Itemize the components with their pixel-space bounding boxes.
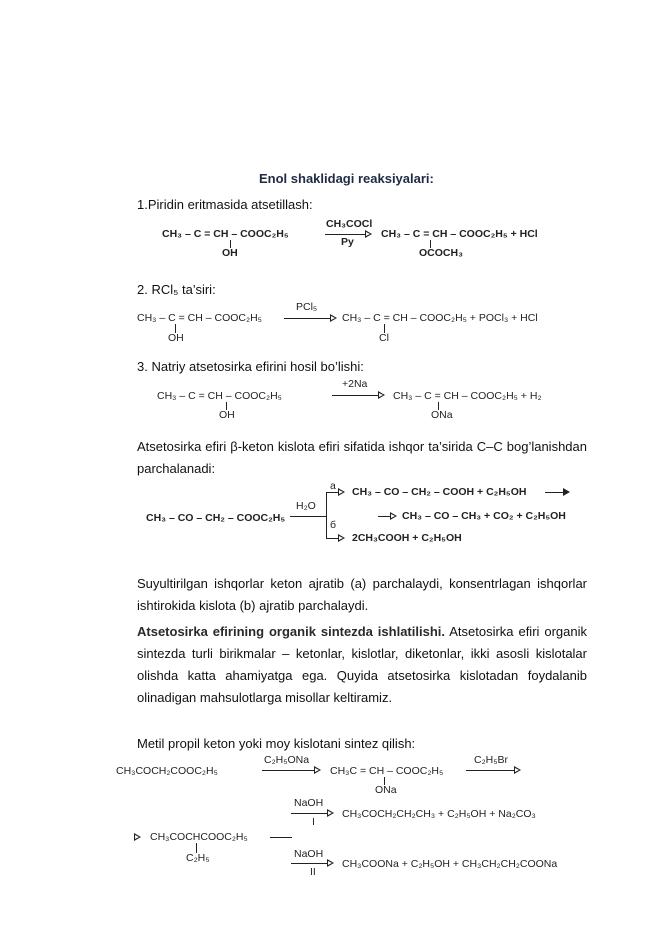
r5-reagent-2: C₂H₅Br bbox=[474, 754, 508, 766]
r5-second-arrow-head bbox=[134, 833, 141, 841]
r5-arrow-1-line bbox=[262, 770, 314, 771]
r3-arrow-head bbox=[378, 391, 385, 399]
r5-reagent-naoh-2-num: II bbox=[310, 866, 316, 878]
r5-product-1: CH₃COCH₂CH₂CH₃ + C₂H₅OH + Na₂CO₃ bbox=[342, 808, 536, 820]
r3-left-formula: CH₃ – C = CH – COOC₂H₅ bbox=[157, 390, 282, 402]
r5-reagent-naoh-2: NaOH bbox=[294, 848, 324, 860]
r1-left-substituent: OH bbox=[222, 247, 238, 259]
r4-product-1-arrow bbox=[545, 492, 563, 493]
r2-arrow-line bbox=[284, 318, 330, 319]
r3-arrow-line bbox=[332, 395, 378, 396]
r2-right-formula: CH₃ – C = CH – COOC₂H₅ + POCl₃ + HCl bbox=[342, 312, 538, 324]
r4-product-1: CH₃ – CO – CH₂ – COOH + C₂H₅OH bbox=[352, 486, 527, 498]
section-title: Enol shaklidagi reaksiyalari: bbox=[259, 171, 434, 186]
paragraph-synthesis-use bbox=[137, 621, 587, 709]
paragraph-split-types: Suyultirilgan ishqorlar keton ajratib (a) parchalaydi, konsentrlagan ishqorlar ishtirokida kislota (b) ajratib parchalaydi. bbox=[137, 576, 587, 613]
r5-arrow-2-line bbox=[466, 770, 514, 771]
r4-left-formula: CH₃ – CO – CH₂ – COOC₂H₅ bbox=[146, 512, 286, 524]
r4-label-a: a bbox=[330, 480, 336, 492]
r4-product-1-arrow-head bbox=[563, 488, 570, 496]
item-3-heading: 3. Natriy atsetosirka efirini hosil bo’lishi: bbox=[137, 359, 364, 374]
r1-right-formula: CH₃ – C = CH – COOC₂H₅ + HCl bbox=[381, 228, 538, 240]
r5-arrow-2-head bbox=[514, 766, 521, 774]
r4-branch-top bbox=[326, 492, 338, 493]
paragraph-synthesis-body: Atsetosirka efiri organik sintezda turli birikmalar – ketonlar, kislotlar, diketonlar, ikki asosli kislotalar olishda katta ahamiyatga ega. Quyida atsetosirka kislotadan foydalanib olinadigan mahsulotlarga misollar keltiramiz. bbox=[137, 624, 587, 705]
r4-product-3: 2CH₃COOH + C₂H₅OH bbox=[352, 532, 462, 544]
paragraph-synthesis-heading: Atsetosirka efirining organik sintezda ishlatilishi. bbox=[137, 624, 445, 639]
r1-arrow-head bbox=[365, 230, 372, 238]
r4-reagent: H₂O bbox=[296, 500, 316, 512]
r5-mid-formula: CH₃C = CH – COOC₂H₅ bbox=[330, 765, 444, 777]
r5-reagent-naoh-1: NaOH bbox=[294, 797, 324, 809]
r5-product-2: CH₃COONa + C₂H₅OH + CH₃CH₂CH₂COONa bbox=[342, 858, 558, 870]
r1-right-substituent: OCOCH₃ bbox=[419, 247, 463, 259]
r4-arrow-b-head bbox=[338, 534, 345, 542]
r5-second-substituent: C₂H₅ bbox=[186, 852, 210, 864]
r3-right-formula: CH₃ – C = CH – COOC₂H₅ + H₂ bbox=[393, 390, 542, 402]
r4-arrow-a-head bbox=[338, 488, 345, 496]
r1-reagent-top: CH₃COCl bbox=[326, 218, 373, 230]
r2-left-formula: CH₃ – C = CH – COOC₂H₅ bbox=[137, 312, 262, 324]
paragraph-metil-propil: Metil propil keton yoki moy kislotani sintez qilish: bbox=[137, 736, 416, 751]
r1-reagent-bottom: Py bbox=[341, 236, 354, 248]
r5-left-formula: CH₃COCH₂COOC₂H₅ bbox=[116, 765, 218, 777]
r1-left-formula: CH₃ – C = CH – COOC₂H₅ bbox=[162, 228, 289, 240]
r5-reagent-1: C₂H₅ONa bbox=[264, 754, 310, 766]
r5-mid-substituent: ONa bbox=[375, 784, 397, 796]
r5-arrow-3-line bbox=[291, 813, 327, 814]
r5-arrow-1-head bbox=[314, 766, 321, 774]
r4-stem-line bbox=[290, 516, 326, 517]
r5-reagent-naoh-1-num: I bbox=[312, 816, 315, 828]
r3-left-substituent: OH bbox=[219, 409, 235, 421]
r5-arrow-3-head bbox=[327, 809, 334, 817]
r4-product-2: CH₃ – CO – CH₃ + CO₂ + C₂H₅OH bbox=[402, 510, 566, 522]
r4-branch-mid bbox=[378, 516, 390, 517]
r3-reagent-top: +2Na bbox=[342, 378, 368, 390]
r4-label-b: б bbox=[330, 519, 337, 531]
r5-second-formula: CH₃COCHCOOC₂H₅ bbox=[150, 831, 248, 843]
item-1-heading: 1.Piridin eritmasida atsetillash: bbox=[137, 197, 313, 212]
r2-arrow-head bbox=[330, 314, 337, 322]
r2-right-substituent: Cl bbox=[379, 332, 389, 344]
r2-left-substituent: OH bbox=[168, 332, 184, 344]
item-2-heading: 2. RCl₅ ta’siri: bbox=[137, 282, 216, 297]
r5-arrow-4-line bbox=[291, 863, 327, 864]
r5-arrow-4-head bbox=[327, 859, 334, 867]
paragraph-keton-split: Atsetosirka efiri β-keton kislota efiri sifatida ishqor ta’sirida C–C bog’lanishdan parchalanadi: bbox=[137, 439, 587, 476]
r4-branch-bottom bbox=[326, 538, 338, 539]
r2-reagent-top: PCl₅ bbox=[296, 301, 318, 313]
r5-second-stem bbox=[270, 837, 292, 838]
r3-right-substituent: ONa bbox=[431, 409, 453, 421]
r4-arrow-mid-head bbox=[390, 512, 397, 520]
r4-branch-vertical bbox=[326, 492, 327, 538]
r1-arrow-line bbox=[325, 234, 365, 235]
